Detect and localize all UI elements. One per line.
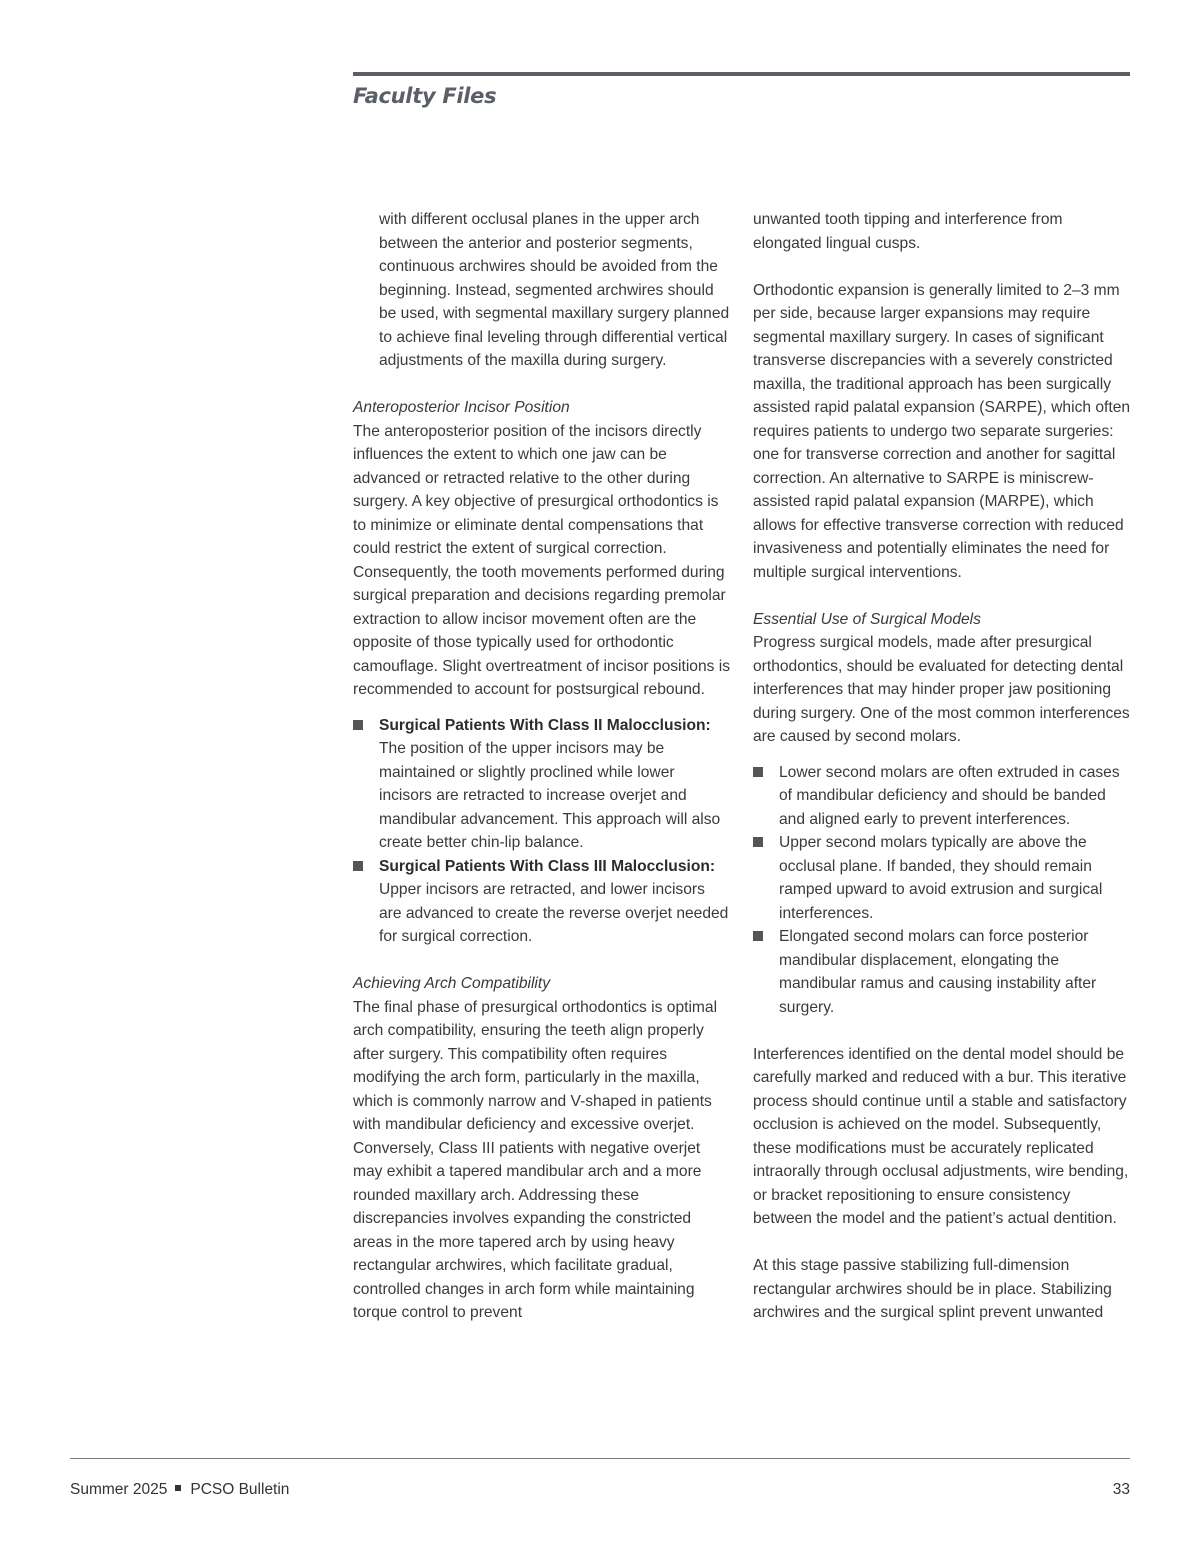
list-item-text: Upper incisors are retracted, and lower incisors are advanced to create the reverse overjet needed for surgical correction. (379, 881, 729, 945)
list-item (753, 761, 1131, 832)
square-bullet-icon (753, 837, 763, 847)
footer-rule (70, 1458, 1130, 1459)
square-bullet-icon (353, 861, 363, 871)
second-molars-list (753, 761, 1131, 1020)
list-item-text: Upper second molars typically are above the occlusal plane. If banded, they should remain ramped upward to avoid extrusion and surgical interferences. (779, 834, 1103, 922)
square-bullet-icon (753, 931, 763, 941)
class-malocclusion-list (353, 714, 731, 949)
list-item-text: Elongated second molars can force posterior mandibular displacement, elongating the mandibular ramus and causing instability after surgery. (779, 928, 1097, 1016)
list-item (753, 925, 1131, 1019)
stabilizing-paragraph: At this stage passive stabilizing full-dimension rectangular archwires should be in place. Stabilizing archwires and the surgical splint prevent unwanted (753, 1257, 1112, 1321)
left-column (353, 208, 731, 1325)
footer-publication (70, 1481, 289, 1499)
section-title: Faculty Files (353, 84, 497, 108)
incisor-position-paragraph: The anteroposterior position of the incisors directly influences the extent to which one jaw can be advanced or retracted relative to the other during surgery. A key objective of presurgical orthodontics is to minimize or eliminate dental compensations that could restrict the extent of surgical correction. Consequently, the tooth movements performed during surgical preparation and decisions regarding premolar extraction to allow incisor movement often are the opposite of those typically used for orthodontic camouflage. Slight overtreatment of incisor positions is recommended to account for postsurgical rebound. (353, 422, 731, 698)
interferences-paragraph: Interferences identified on the dental model should be carefully marked and reduced with a bur. This iterative process should continue until a stable and satisfactory occlusion is achieved on the model. Subsequently, these modifications must be accurately replicated intraorally through occlusal adjustments, wire bending, or bracket repositioning to ensure consistency between the model and the patient’s actual dentition. (753, 1045, 1129, 1227)
arch-compatibility-paragraph: The final phase of presurgical orthodontics is optimal arch compatibility, ensuring the teeth align properly after surgery. This compatibility often requires modifying the arch form, particularly in the maxilla, which is commonly narrow and V-shaped in patients with mandibular deficiency and excessive overjet. Conversely, Class III patients with negative overjet may exhibit a tapered mandibular arch and a more rounded maxillary arch. Addressing these discrepancies involves expanding the constricted areas in the more tapered arch by using heavy rectangular archwires, which facilitate gradual, controlled changes in arch form while maintaining torque control to prevent (353, 998, 718, 1321)
list-item (753, 831, 1131, 925)
expansion-paragraph: Orthodontic expansion is generally limited to 2–3 mm per side, because larger expansions may require segmental maxillary surgery. In cases of significant transverse discrepancies with a severely constricted maxilla, the traditional approach has been surgically assisted rapid palatal expansion (SARPE), which often requires patients to undergo two separate surgeries: one for transverse correction and another for sagittal correction. An alternative to SARPE is miniscrew-assisted rapid palatal expansion (MARPE), which allows for effective transverse correction with reduced invasiveness and potentially eliminates the need for multiple surgical interventions. (753, 281, 1131, 581)
list-item (353, 855, 731, 949)
footer-publication-name: PCSO Bulletin (190, 1481, 290, 1498)
continuation-paragraph: unwanted tooth tipping and interference from elongated lingual cusps. (753, 211, 1063, 252)
list-item-label: Surgical Patients With Class III Malocclusion: (379, 857, 716, 875)
page-number: 33 (1112, 1481, 1130, 1498)
header-rule (353, 72, 1130, 76)
incisor-position-heading: Anteroposterior Incisor Position (353, 399, 570, 416)
list-item-label: Surgical Patients With Class II Malocclusion: (379, 716, 711, 734)
surgical-models-paragraph: Progress surgical models, made after presurgical orthodontics, should be evaluated for detecting dental interferences that may hinder proper jaw positioning during surgery. One of the most common interferences are caused by second molars. (753, 634, 1130, 745)
list-item-text: The position of the upper incisors may be maintained or slightly proclined while lower incisors are retracted to increase overjet and mandibular advancement. This approach will also create better chin-lip balance. (379, 740, 721, 851)
separator-square-icon (175, 1485, 181, 1491)
footer-issue: Summer 2025 (70, 1481, 168, 1498)
surgical-models-heading: Essential Use of Surgical Models (753, 610, 981, 628)
right-column (753, 208, 1131, 1325)
list-item-text: Lower second molars are often extruded in cases of mandibular deficiency and should be banded and aligned early to prevent interferences. (779, 763, 1120, 828)
intro-continuation: with different occlusal planes in the upper arch between the anterior and posterior segments, continuous archwires should be avoided from the beginning. Instead, segmented archwires should be used, with segmental maxillary surgery planned to achieve final leveling through differential vertical adjustments of the maxilla during surgery. (379, 211, 730, 369)
arch-compatibility-heading: Achieving Arch Compatibility (353, 975, 551, 992)
square-bullet-icon (753, 767, 763, 777)
square-bullet-icon (353, 720, 363, 730)
list-item (353, 714, 731, 855)
